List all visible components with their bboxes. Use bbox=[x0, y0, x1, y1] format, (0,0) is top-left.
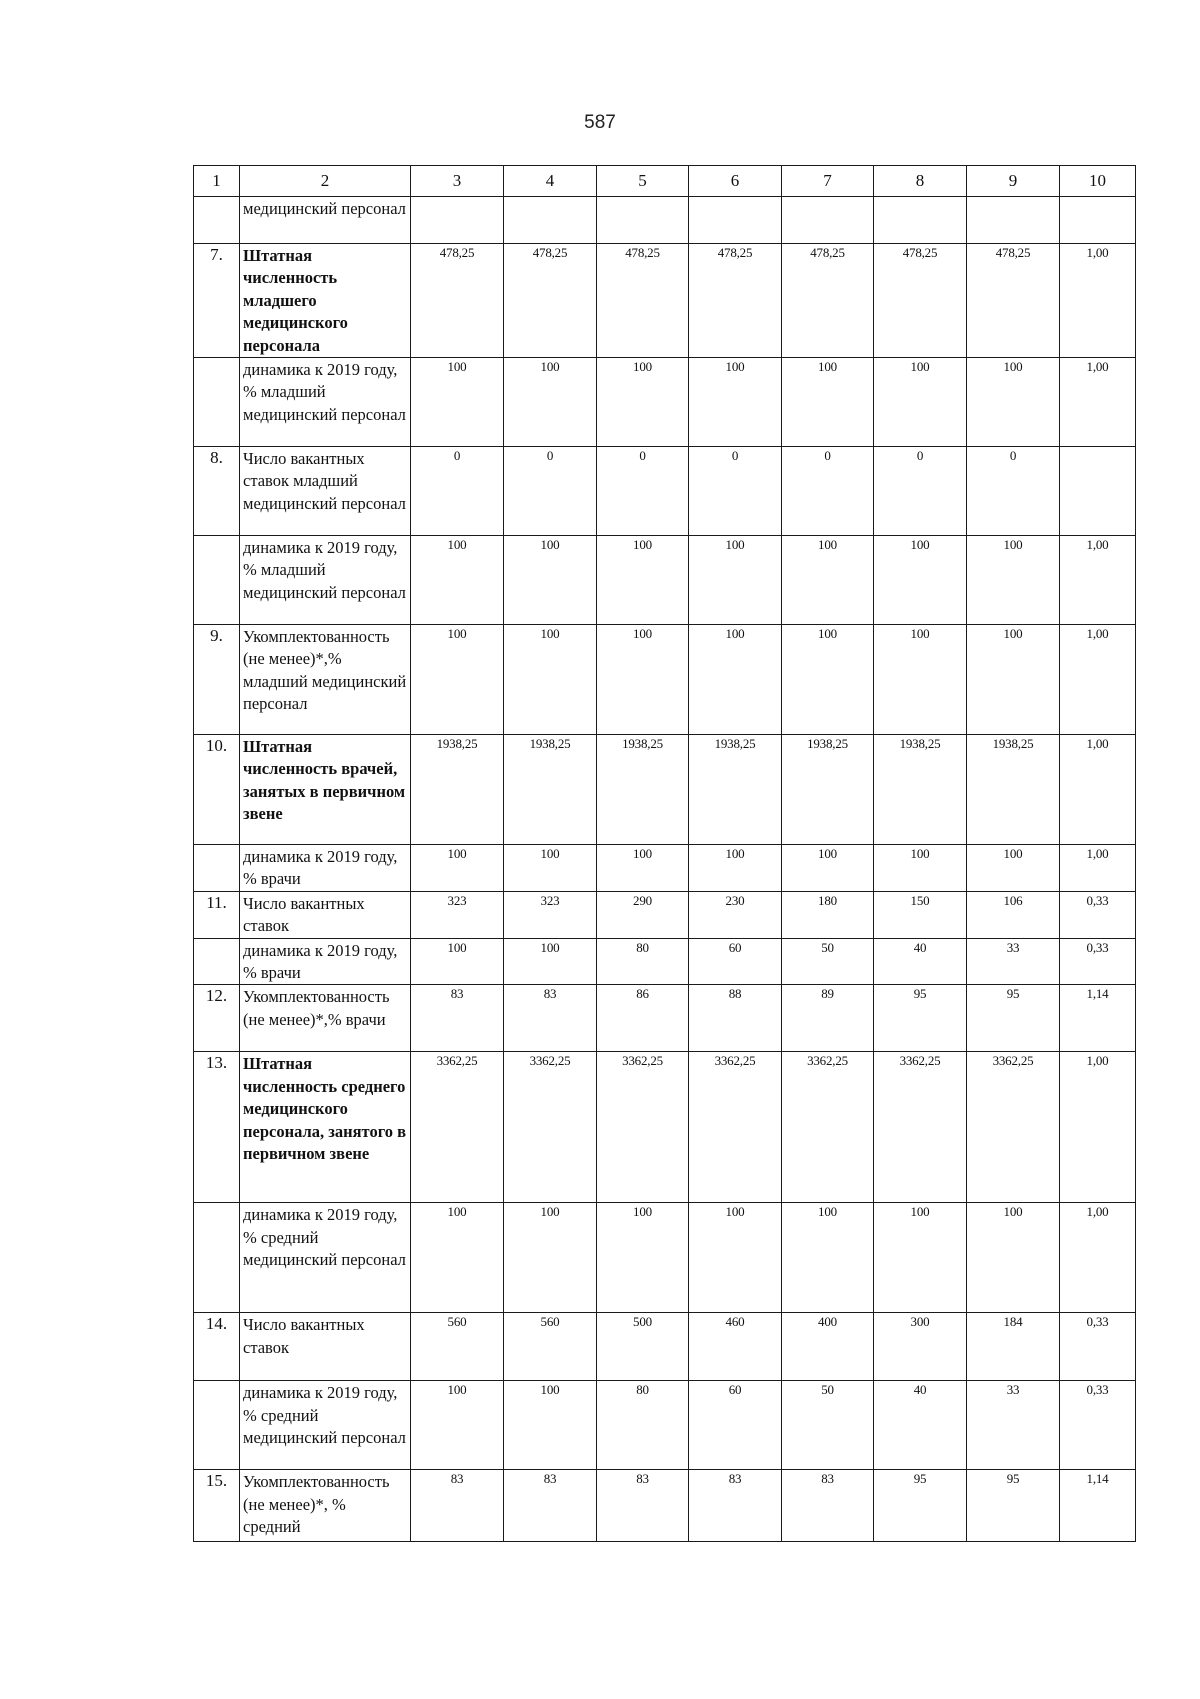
row-label: динамика к 2019 году, % младший медицинский персонал bbox=[240, 358, 411, 447]
table-row bbox=[194, 625, 1136, 735]
table-cell: 95 bbox=[874, 985, 967, 1052]
table-cell: 290 bbox=[597, 891, 689, 938]
table-cell: 0 bbox=[874, 447, 967, 536]
table-cell: 1,14 bbox=[1060, 1470, 1136, 1542]
column-header: 9 bbox=[967, 166, 1060, 197]
table-cell: 89 bbox=[782, 985, 874, 1052]
table-cell: 3362,25 bbox=[597, 1052, 689, 1203]
table-cell: 100 bbox=[689, 358, 782, 447]
table-row bbox=[194, 536, 1136, 625]
table-cell bbox=[504, 197, 597, 244]
table-cell bbox=[689, 197, 782, 244]
column-header: 6 bbox=[689, 166, 782, 197]
table-cell: 0 bbox=[689, 447, 782, 536]
table-cell: 100 bbox=[597, 536, 689, 625]
table-cell: 100 bbox=[504, 938, 597, 985]
table-cell: 100 bbox=[967, 358, 1060, 447]
row-number: 13. bbox=[194, 1052, 240, 1203]
table-cell: 100 bbox=[967, 845, 1060, 892]
table-cell: 0 bbox=[504, 447, 597, 536]
table-row bbox=[194, 358, 1136, 447]
table-cell: 50 bbox=[782, 938, 874, 985]
table-cell: 1,00 bbox=[1060, 244, 1136, 358]
table-cell: 1,00 bbox=[1060, 845, 1136, 892]
row-number: 12. bbox=[194, 985, 240, 1052]
table-cell: 100 bbox=[411, 845, 504, 892]
table-row bbox=[194, 985, 1136, 1052]
table-cell: 100 bbox=[967, 536, 1060, 625]
table-cell: 83 bbox=[504, 985, 597, 1052]
row-label: динамика к 2019 году, % врачи bbox=[240, 938, 411, 985]
table-cell: 1,00 bbox=[1060, 536, 1136, 625]
table-cell: 100 bbox=[411, 536, 504, 625]
table-cell: 83 bbox=[782, 1470, 874, 1542]
table-cell: 100 bbox=[967, 1203, 1060, 1313]
table-cell: 100 bbox=[411, 625, 504, 735]
table-cell: 3362,25 bbox=[874, 1052, 967, 1203]
table-cell: 3362,25 bbox=[504, 1052, 597, 1203]
row-number bbox=[194, 938, 240, 985]
table-cell: 100 bbox=[597, 1203, 689, 1313]
table-cell: 478,25 bbox=[689, 244, 782, 358]
table-cell: 0,33 bbox=[1060, 938, 1136, 985]
table-cell: 100 bbox=[782, 536, 874, 625]
row-number: 15. bbox=[194, 1470, 240, 1542]
table-cell: 1,00 bbox=[1060, 1203, 1136, 1313]
table-cell: 1938,25 bbox=[874, 735, 967, 845]
table-cell: 478,25 bbox=[597, 244, 689, 358]
table-cell bbox=[1060, 447, 1136, 536]
row-label: Число вакантных ставок bbox=[240, 891, 411, 938]
row-number bbox=[194, 197, 240, 244]
table-cell: 100 bbox=[411, 1203, 504, 1313]
table-cell: 300 bbox=[874, 1313, 967, 1381]
table-cell: 100 bbox=[874, 1203, 967, 1313]
row-label: Укомплектованность (не менее)*,% младший медицинский персонал bbox=[240, 625, 411, 735]
row-label: Число вакантных ставок bbox=[240, 1313, 411, 1381]
table-cell: 1,14 bbox=[1060, 985, 1136, 1052]
table-cell: 323 bbox=[504, 891, 597, 938]
table-cell: 80 bbox=[597, 1381, 689, 1470]
table-cell bbox=[1060, 197, 1136, 244]
row-label: Штатная численность младшего медицинского персонала bbox=[240, 244, 411, 358]
table-cell: 184 bbox=[967, 1313, 1060, 1381]
table-cell: 1,00 bbox=[1060, 625, 1136, 735]
table-cell: 1,00 bbox=[1060, 735, 1136, 845]
table-row bbox=[194, 1203, 1136, 1313]
table-cell: 100 bbox=[967, 625, 1060, 735]
table-cell: 100 bbox=[411, 938, 504, 985]
table-cell: 1,00 bbox=[1060, 358, 1136, 447]
column-header: 5 bbox=[597, 166, 689, 197]
row-label: динамика к 2019 году, % средний медицинский персонал bbox=[240, 1381, 411, 1470]
table-cell: 40 bbox=[874, 938, 967, 985]
table-row bbox=[194, 891, 1136, 938]
table-cell: 1938,25 bbox=[689, 735, 782, 845]
column-header: 4 bbox=[504, 166, 597, 197]
table-row bbox=[194, 1381, 1136, 1470]
table-cell: 100 bbox=[689, 845, 782, 892]
column-header: 2 bbox=[240, 166, 411, 197]
row-number: 14. bbox=[194, 1313, 240, 1381]
row-number bbox=[194, 845, 240, 892]
column-header: 8 bbox=[874, 166, 967, 197]
table-cell: 50 bbox=[782, 1381, 874, 1470]
table-cell: 100 bbox=[782, 358, 874, 447]
table-cell: 1938,25 bbox=[597, 735, 689, 845]
table-cell: 100 bbox=[411, 1381, 504, 1470]
page-number: 587 bbox=[584, 112, 616, 133]
table-cell: 478,25 bbox=[504, 244, 597, 358]
row-number bbox=[194, 358, 240, 447]
table-row bbox=[194, 845, 1136, 892]
table-row bbox=[194, 197, 1136, 244]
row-label: Штатная численность врачей, занятых в первичном звене bbox=[240, 735, 411, 845]
table-cell: 100 bbox=[597, 845, 689, 892]
table-cell: 100 bbox=[782, 625, 874, 735]
table-cell bbox=[967, 197, 1060, 244]
table-cell: 100 bbox=[504, 1203, 597, 1313]
table-row bbox=[194, 244, 1136, 358]
row-label: динамика к 2019 году, % младший медицинский персонал bbox=[240, 536, 411, 625]
table-cell: 3362,25 bbox=[967, 1052, 1060, 1203]
table-cell: 100 bbox=[689, 536, 782, 625]
table-cell: 83 bbox=[411, 985, 504, 1052]
row-label: медицинский персонал bbox=[240, 197, 411, 244]
column-header: 7 bbox=[782, 166, 874, 197]
column-header: 3 bbox=[411, 166, 504, 197]
row-number bbox=[194, 1203, 240, 1313]
table-cell: 83 bbox=[597, 1470, 689, 1542]
table-cell: 1,00 bbox=[1060, 1052, 1136, 1203]
table-cell: 100 bbox=[597, 358, 689, 447]
table-cell: 0,33 bbox=[1060, 891, 1136, 938]
table-cell: 0,33 bbox=[1060, 1313, 1136, 1381]
row-number: 8. bbox=[194, 447, 240, 536]
table-cell: 106 bbox=[967, 891, 1060, 938]
row-label: Укомплектованность (не менее)*,% врачи bbox=[240, 985, 411, 1052]
table-cell bbox=[782, 197, 874, 244]
table-cell: 478,25 bbox=[967, 244, 1060, 358]
table-cell: 100 bbox=[411, 358, 504, 447]
table-cell: 60 bbox=[689, 1381, 782, 1470]
table-cell: 500 bbox=[597, 1313, 689, 1381]
table-row bbox=[194, 735, 1136, 845]
table-cell: 150 bbox=[874, 891, 967, 938]
table-cell: 0,33 bbox=[1060, 1381, 1136, 1470]
table-cell: 400 bbox=[782, 1313, 874, 1381]
table-cell: 1938,25 bbox=[504, 735, 597, 845]
table-cell: 100 bbox=[689, 625, 782, 735]
row-label: Штатная численность среднего медицинского персонала, занятого в первичном звене bbox=[240, 1052, 411, 1203]
table-cell: 3362,25 bbox=[411, 1052, 504, 1203]
table-cell: 100 bbox=[874, 358, 967, 447]
row-number: 11. bbox=[194, 891, 240, 938]
table-cell: 100 bbox=[504, 358, 597, 447]
row-label: Число вакантных ставок младший медицинский персонал bbox=[240, 447, 411, 536]
table-cell: 478,25 bbox=[874, 244, 967, 358]
table-cell: 83 bbox=[689, 1470, 782, 1542]
table-cell bbox=[597, 197, 689, 244]
table-cell bbox=[874, 197, 967, 244]
table-cell: 0 bbox=[782, 447, 874, 536]
table-cell: 100 bbox=[874, 536, 967, 625]
table-cell: 100 bbox=[782, 845, 874, 892]
table-cell: 0 bbox=[411, 447, 504, 536]
table-cell: 100 bbox=[689, 1203, 782, 1313]
table-cell: 80 bbox=[597, 938, 689, 985]
table-cell: 1938,25 bbox=[411, 735, 504, 845]
table-cell: 40 bbox=[874, 1381, 967, 1470]
table-cell: 95 bbox=[874, 1470, 967, 1542]
table-cell: 478,25 bbox=[782, 244, 874, 358]
row-label: динамика к 2019 году, % средний медицинский персонал bbox=[240, 1203, 411, 1313]
table-cell: 230 bbox=[689, 891, 782, 938]
table-cell bbox=[411, 197, 504, 244]
table-row bbox=[194, 447, 1136, 536]
column-header: 1 bbox=[194, 166, 240, 197]
row-number: 7. bbox=[194, 244, 240, 358]
table-cell: 1938,25 bbox=[967, 735, 1060, 845]
table-cell: 478,25 bbox=[411, 244, 504, 358]
table-row bbox=[194, 1313, 1136, 1381]
table-cell: 323 bbox=[411, 891, 504, 938]
table-cell: 100 bbox=[504, 536, 597, 625]
table-row bbox=[194, 938, 1136, 985]
table-cell: 180 bbox=[782, 891, 874, 938]
table-cell: 560 bbox=[504, 1313, 597, 1381]
table-cell: 100 bbox=[504, 1381, 597, 1470]
row-label: динамика к 2019 году, % врачи bbox=[240, 845, 411, 892]
row-number: 10. bbox=[194, 735, 240, 845]
table-cell: 95 bbox=[967, 985, 1060, 1052]
table-cell: 100 bbox=[597, 625, 689, 735]
table-cell: 3362,25 bbox=[689, 1052, 782, 1203]
table-header bbox=[194, 166, 1136, 197]
row-number bbox=[194, 1381, 240, 1470]
table-cell: 88 bbox=[689, 985, 782, 1052]
table-cell: 100 bbox=[504, 845, 597, 892]
table-cell: 460 bbox=[689, 1313, 782, 1381]
table-cell: 86 bbox=[597, 985, 689, 1052]
row-label: Укомплектованность (не менее)*, % средний bbox=[240, 1470, 411, 1542]
row-number bbox=[194, 536, 240, 625]
table-body bbox=[194, 197, 1136, 1542]
table-row bbox=[194, 1052, 1136, 1203]
table-cell: 1938,25 bbox=[782, 735, 874, 845]
table-cell: 100 bbox=[782, 1203, 874, 1313]
table-row bbox=[194, 1470, 1136, 1542]
table-cell: 3362,25 bbox=[782, 1052, 874, 1203]
table-cell: 100 bbox=[874, 625, 967, 735]
table-cell: 0 bbox=[597, 447, 689, 536]
table-cell: 33 bbox=[967, 938, 1060, 985]
table-cell: 95 bbox=[967, 1470, 1060, 1542]
column-header: 10 bbox=[1060, 166, 1136, 197]
table-cell: 60 bbox=[689, 938, 782, 985]
row-number: 9. bbox=[194, 625, 240, 735]
table-cell: 33 bbox=[967, 1381, 1060, 1470]
table-cell: 0 bbox=[967, 447, 1060, 536]
table-cell: 83 bbox=[504, 1470, 597, 1542]
table-cell: 100 bbox=[874, 845, 967, 892]
table-cell: 83 bbox=[411, 1470, 504, 1542]
data-table bbox=[193, 165, 1136, 1542]
table-cell: 100 bbox=[504, 625, 597, 735]
table-cell: 560 bbox=[411, 1313, 504, 1381]
